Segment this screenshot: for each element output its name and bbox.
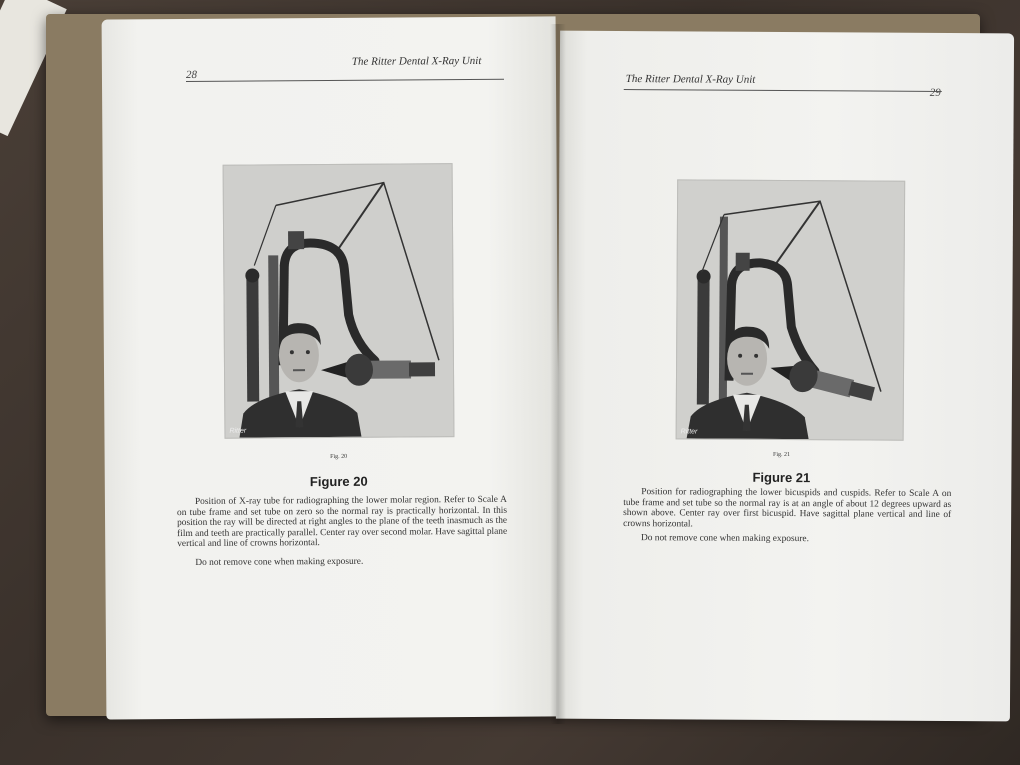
xray-unit-photo-left bbox=[224, 164, 454, 438]
left-header-rule bbox=[186, 79, 504, 82]
left-paragraph-1: Position of X-ray tube for radiographing the lower molar region. Refer to Scale A on tube frame and set tube on zero so the normal ray is practically horizontal. In this position the ray will be directed at right angles to the plane of the teeth inasmuch as the film and teeth are practically parallel. Center ray over second molar. Have sagittal plane vertical and line of crowns horizontal. bbox=[176, 494, 508, 550]
left-page bbox=[102, 16, 561, 719]
right-body-text bbox=[623, 487, 951, 546]
right-page-number: 29 bbox=[929, 86, 941, 99]
left-figure-title: Figure 20 bbox=[309, 473, 368, 490]
book-gutter bbox=[550, 24, 566, 724]
right-fig-caption-small: Fig. 21 bbox=[772, 451, 791, 459]
left-paragraph-2: Do not remove cone when making exposure. bbox=[195, 556, 364, 568]
right-figure-photo bbox=[676, 179, 906, 440]
left-body-text bbox=[177, 495, 507, 569]
left-photo-tag: Ritter bbox=[229, 427, 247, 435]
left-running-head: The Ritter Dental X-Ray Unit bbox=[351, 54, 482, 68]
right-running-head: The Ritter Dental X-Ray Unit bbox=[625, 73, 756, 86]
right-photo-tag: Ritter bbox=[680, 428, 698, 436]
left-figure-photo bbox=[223, 163, 455, 439]
xray-unit-photo-right bbox=[677, 180, 905, 439]
right-figure-title: Figure 21 bbox=[752, 469, 811, 486]
left-fig-caption-small: Fig. 20 bbox=[330, 453, 348, 461]
right-page bbox=[556, 31, 1014, 722]
right-header-rule bbox=[624, 89, 942, 92]
right-paragraph-2: Do not remove cone when making exposure. bbox=[640, 533, 809, 545]
book-cover bbox=[46, 14, 980, 716]
left-page-number: 28 bbox=[185, 68, 197, 82]
right-paragraph-1: Position for radiographing the lower bicuspids and cuspids. Refer to Scale A on tube frame and set tube so the normal ray is at an angle of about 12 degrees upward as shown above. Center ray over first bicuspid. Have sagittal plane vertical and line of crowns horizontal. bbox=[623, 487, 952, 530]
